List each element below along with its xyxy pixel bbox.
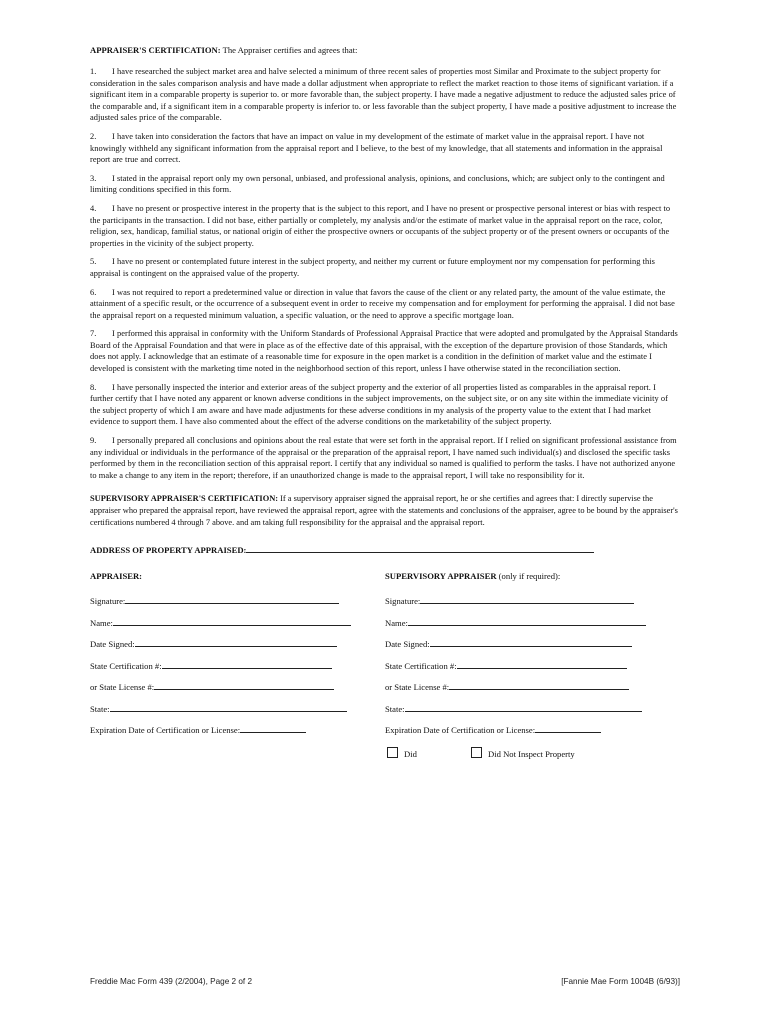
did-not-inspect-option[interactable]	[471, 747, 575, 759]
certification-item-number: 5.	[90, 257, 97, 267]
supervisor-date-label: Date Signed:	[385, 639, 430, 650]
signature-section	[90, 571, 680, 771]
supervisor-name-field[interactable]	[385, 617, 660, 639]
address-row	[90, 544, 680, 555]
supervisor-expiration-label: Expiration Date of Certification or License:	[385, 725, 536, 736]
supervisory-appraiser-heading-bold: SUPERVISORY APPRAISER	[385, 571, 497, 582]
did-inspect-label: Did	[404, 748, 417, 759]
certification-item	[90, 287, 680, 322]
certification-item	[90, 256, 680, 279]
certification-item	[90, 328, 680, 374]
certification-title-rest: The Appraiser certifies and agrees that:	[220, 45, 358, 55]
supervisor-name-line[interactable]	[408, 617, 646, 626]
supervisor-state-field[interactable]	[385, 703, 660, 725]
appraiser-date-label: Date Signed:	[90, 639, 135, 650]
certification-item-number: 4.	[90, 203, 97, 213]
inspection-checkboxes	[385, 747, 660, 759]
supervisor-license-line[interactable]	[449, 681, 629, 690]
certification-item-text: I personally prepared all conclusions and opinions about the real estate that were set forth in the appraisal report. If I relied on significant professional assistance from any individual or individuals in the performance of the appraisal or the preparation of the appraisal report, I have named such individual(s) and disclosed the specific tasks performed by them in the reconciliation section of this appraisal report. I certify that any individual so named is qualified to perform the tasks. I have not authorized anyone to make a change to any item in the report; therefore, if an unauthorized change is made to the appraisal report, I will take no responsibility for it.	[90, 436, 677, 480]
certification-item-text: I have no present or contemplated future interest in the subject property, and neither my current or future employment nor my compensation for performing this appraisal is contingent on the appraised value of the property.	[90, 257, 655, 278]
appraiser-expiration-line[interactable]	[240, 724, 306, 733]
appraiser-state-line[interactable]	[110, 703, 347, 712]
supervisor-date-line[interactable]	[430, 638, 632, 647]
supervisor-name-label: Name:	[385, 617, 408, 628]
appraiser-license-line[interactable]	[154, 681, 334, 690]
certification-item	[90, 203, 680, 249]
certification-item-number: 8.	[90, 382, 97, 392]
appraiser-expiration-field[interactable]	[90, 724, 360, 746]
supervisory-certification	[90, 493, 680, 528]
supervisor-state-cert-label: State Certification #:	[385, 660, 457, 671]
certification-item	[90, 131, 680, 166]
appraiser-state-cert-field[interactable]	[90, 660, 360, 682]
certification-item-text: I stated in the appraisal report only my own personal, unbiased, and professional analysis, opinions, and conclusions, which; are subject only to the contingent and limiting conditions specified in this form.	[90, 173, 665, 195]
appraiser-license-label: or State License #:	[90, 682, 155, 693]
certification-item-number: 3.	[90, 173, 97, 183]
certification-item	[90, 173, 680, 196]
supervisor-state-line[interactable]	[405, 703, 642, 712]
appraiser-expiration-label: Expiration Date of Certification or License:	[90, 725, 241, 736]
supervisory-certification-bold: SUPERVISORY APPRAISER'S CERTIFICATION:	[90, 494, 279, 504]
supervisory-appraiser-column	[385, 571, 660, 759]
did-not-inspect-label: Did Not Inspect Property	[488, 748, 575, 759]
appraiser-date-line[interactable]	[135, 638, 337, 647]
footer-form-right: [Fannie Mae Form 1004B (6/93)]	[561, 977, 680, 986]
appraiser-state-cert-line[interactable]	[162, 660, 332, 669]
certification-item-text: I have researched the subject market area and halve selected a minimum of three recent sales of properties most Similar and Proximate to the subject property for consideration in the sales comparison analysis and have made a dollar adjustment when appropriate to reflect the market reaction to those items of significant variation. if a significant item in a comparable property is superior to. or more favorable than, the subject property. I have made a negative adjustment to reduce the adjusted sales price of the comparable and, if a significant item in a comparable property is inferior to. or less favorable than the subject property, I have made a positive adjustment to increase the adjusted sales price of the comparable.	[90, 67, 677, 123]
appraiser-signature-label: Signature:	[90, 596, 126, 607]
appraiser-state-cert-label: State Certification #:	[90, 660, 162, 671]
address-input-line[interactable]	[246, 544, 594, 553]
certification-item	[90, 66, 680, 124]
supervisor-signature-label: Signature:	[385, 596, 421, 607]
certification-item-text: I have no present or prospective interest in the property that is the subject to this report, and I have no present or prospective personal interest or bias with respect to the participants in the transaction. I did not base, either partially or completely, my analysis and/or the estimate of market value in the appraisal report on the race, color, religion, sex, handicap, familial status, or national origin of either the prospective owners or occupants of the subject property or of the present owners or occupants of the properties in the vicinity of the subject property.	[90, 203, 671, 248]
certification-item	[90, 382, 680, 428]
certification-title-bold: APPRAISER'S CERTIFICATION:	[90, 45, 221, 55]
certification-item-text: I performed this appraisal in conformity with the Uniform Standards of Professional Appraisal Practice that were adopted and promulgated by the Appraisal Standards Board of the Appraisal Foundation and that were in place as of the effective date of this appraisal, with the exception of the departure provision of those Standards, which does not apply. I acknowledge that an estimate of a reasonable time for exposure in the open market is a condition in the definition of market value and the estimate I developed is consistent with the marketing time noted in the neighborhood section of this report, unless I have otherwise stated in the reconciliation section.	[90, 329, 678, 374]
appraiser-signature-field[interactable]	[90, 595, 360, 617]
certification-item-text: I was not required to report a predetermined value or direction in value that favors the cause of the client or any related party, the amount of the value estimate, the attainment of a specific result, or the occurrence of a subsequent event in order to receive my compensation and for employment for performing the appraisal. I did not base the appraisal report on a requested minimum valuation, a specific valuation, or the need to approve a specific mortgage loan.	[90, 287, 675, 320]
supervisor-state-cert-line[interactable]	[457, 660, 627, 669]
supervisor-license-label: or State License #:	[385, 682, 450, 693]
certification-item-number: 9.	[90, 436, 97, 446]
certification-item-number: 1.	[90, 67, 97, 76]
supervisory-appraiser-heading	[385, 571, 660, 581]
supervisor-date-field[interactable]	[385, 638, 660, 660]
certification-item-number: 7.	[90, 329, 97, 339]
did-inspect-option[interactable]	[387, 747, 417, 759]
supervisor-license-field[interactable]	[385, 681, 660, 703]
footer-form-left: Freddie Mac Form 439 (2/2004), Page 2 of 2	[90, 977, 253, 986]
did-not-inspect-checkbox[interactable]	[471, 747, 482, 758]
appraiser-state-label: State:	[90, 703, 110, 714]
supervisor-state-label: State:	[385, 703, 405, 714]
certification-page	[90, 44, 680, 771]
supervisor-signature-line[interactable]	[420, 595, 634, 604]
supervisory-certification-text: If a supervisory appraiser signed the appraisal report, he or she certifies and agrees that: I directly supervise the appraiser who prepared the appraisal report, have reviewed the appraisal report, agree with the statements and conclusions of the appraiser, agree to be bound by the appraiser's certifications numbered 4 through 7 above. and am taking full responsibility for the appraisal and the appraisal report.	[90, 494, 678, 527]
address-label: ADDRESS OF PROPERTY APPRAISED:	[90, 545, 247, 556]
certification-items	[90, 66, 680, 481]
certification-title	[90, 44, 680, 56]
appraiser-heading: APPRAISER:	[90, 571, 143, 582]
appraiser-signature-line[interactable]	[125, 595, 339, 604]
appraiser-date-field[interactable]	[90, 638, 360, 660]
appraiser-name-line[interactable]	[113, 617, 351, 626]
certification-item	[90, 435, 680, 481]
appraiser-state-field[interactable]	[90, 703, 360, 725]
certification-item-text: I have personally inspected the interior and exterior areas of the subject property and the exterior of all properties listed as comparables in the appraisal report. I further certify that I have noted any apparent or known adverse conditions in the subject improvements, on the subject site, or on any site within the immediate vicinity of the subject property of which I am aware and have made adjustments for these adverse conditions in my analysis of the property value to the extent that I had market evidence to support them. I have also commented about the effect of the adverse conditions on the marketability of the subject property.	[90, 382, 668, 427]
supervisor-expiration-field[interactable]	[385, 724, 660, 746]
certification-item-text: I have taken into consideration the factors that have an impact on value in my development of the estimate of market value in the appraisal report. I have not knowingly withheld any significant information from the appraisal report and I believe, to the best of my knowledge, that all statements and information in the appraisal report are true and correct.	[90, 131, 663, 165]
appraiser-license-field[interactable]	[90, 681, 360, 703]
supervisor-state-cert-field[interactable]	[385, 660, 660, 682]
supervisory-appraiser-heading-note: (only if required):	[496, 571, 561, 582]
appraiser-name-field[interactable]	[90, 617, 360, 639]
appraiser-column	[90, 571, 360, 746]
supervisor-expiration-line[interactable]	[535, 724, 601, 733]
certification-item-number: 2.	[90, 131, 97, 141]
supervisor-signature-field[interactable]	[385, 595, 660, 617]
appraiser-name-label: Name:	[90, 617, 113, 628]
did-inspect-checkbox[interactable]	[387, 747, 398, 758]
certification-item-number: 6.	[90, 287, 97, 297]
